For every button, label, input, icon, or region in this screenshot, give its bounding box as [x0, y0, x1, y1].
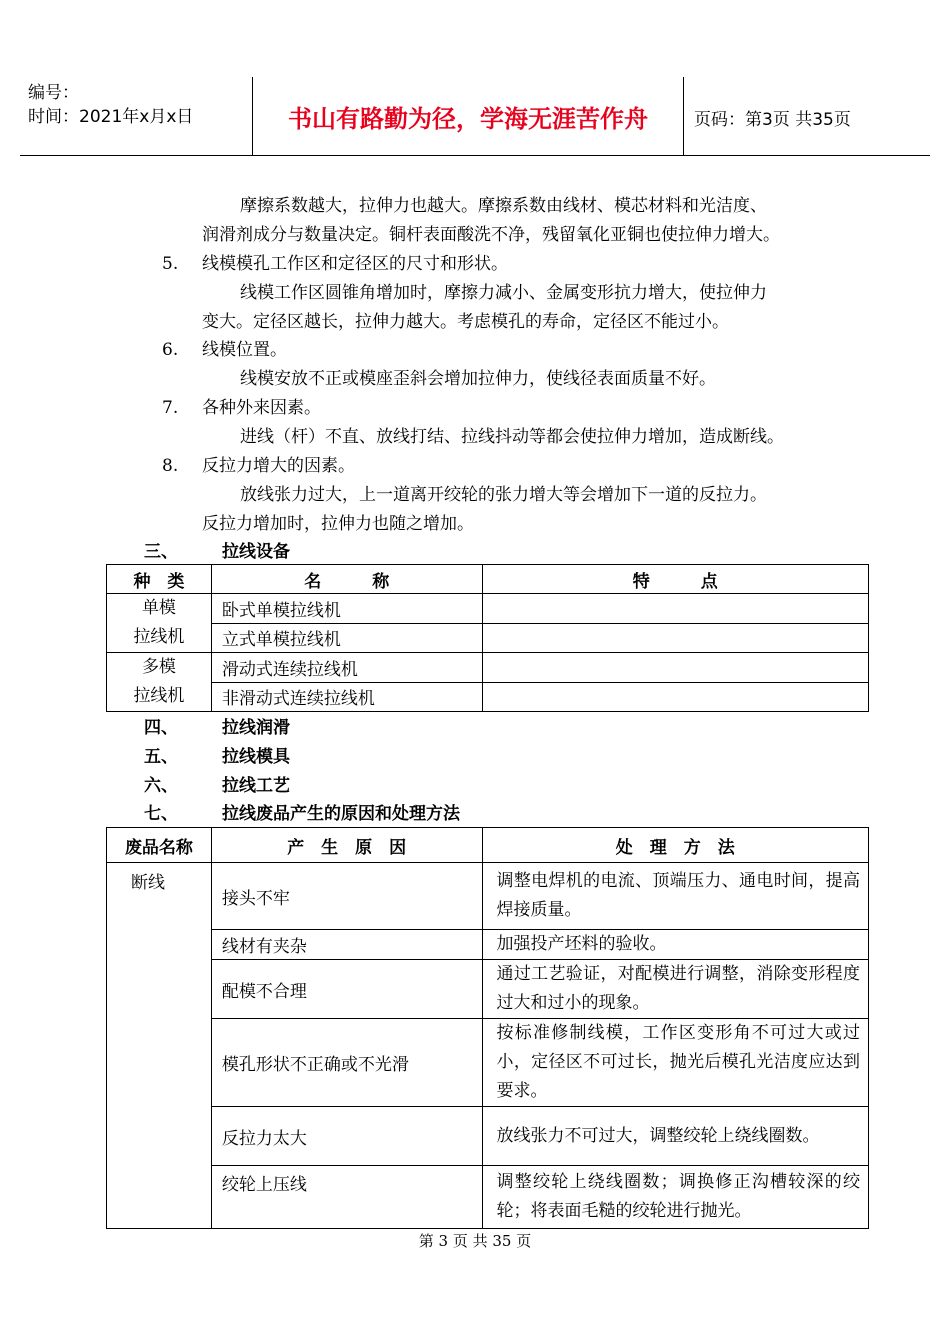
header-motto: 书山有路勤为径，学海无涯苦作舟: [288, 104, 648, 133]
section3-number: 三、: [144, 542, 178, 562]
section5-number: 五、: [144, 747, 178, 767]
defect-cause: 反拉力太大: [211, 1107, 482, 1166]
defect-header-row: [107, 828, 869, 863]
equipment-feature: [482, 594, 868, 624]
equipment-name: 立式单模拉线机: [211, 623, 482, 653]
section3-title: 拉线设备: [222, 542, 290, 562]
section5-title: 拉线模具: [222, 747, 290, 767]
table-row: [107, 930, 869, 960]
item8-line2: 反拉力增加时，拉伸力也随之增加。: [202, 514, 474, 534]
item6-number: 6.: [162, 340, 179, 360]
col-header-name: 名 称: [211, 565, 482, 594]
group-multi-die: [107, 653, 212, 712]
item5-number: 5.: [162, 254, 179, 274]
defect-category: 断线: [107, 863, 212, 1229]
table-row: [107, 623, 869, 653]
col-header-cause: 产 生 原 因: [211, 828, 482, 863]
item7-title: 各种外来因素。: [202, 398, 321, 418]
group-label-line: 拉线机: [133, 627, 185, 647]
section7-title: 拉线废品产生的原因和处理方法: [222, 804, 460, 824]
item7-line1: 进线（杆）不直、放线打结、拉线抖动等都会使拉伸力增加，造成断线。: [240, 427, 784, 447]
table-row: [107, 1166, 869, 1229]
col-header-type: 种 类: [107, 565, 212, 594]
equipment-name: 非滑动式连续拉线机: [211, 682, 482, 712]
item8-line1: 放线张力过大，上一道离开绞轮的张力增大等会增加下一道的反拉力。: [240, 485, 767, 505]
section4-title: 拉线润滑: [222, 718, 290, 738]
item5-line1: 线模工作区圆锥角增加时，摩擦力减小、金属变形抗力增大，使拉伸力: [240, 283, 767, 303]
defect-method: 通过工艺验证，对配模进行调整，消除变形程度过大和过小的现象。: [482, 960, 869, 1019]
defect-method: 调整绞轮上绕线圈数；调换修正沟槽较深的绞轮；将表面毛糙的绞轮进行抛光。: [482, 1166, 869, 1229]
defect-cause: 配模不合理: [211, 960, 482, 1019]
section7-number: 七、: [144, 804, 178, 824]
table-row: [107, 1107, 869, 1166]
equipment-name: 卧式单模拉线机: [211, 594, 482, 624]
doc-time-label: 时间：2021年x月x日: [28, 107, 194, 127]
equipment-header-row: [107, 565, 869, 594]
group-label-line: 单模: [141, 598, 176, 618]
para1-line1: 摩擦系数越大，拉伸力也越大。摩擦系数由线材、模芯材料和光洁度、: [240, 196, 767, 216]
equipment-name: 滑动式连续拉线机: [211, 653, 482, 683]
section6-title: 拉线工艺: [222, 776, 290, 796]
item6-line1: 线模安放不正或模座歪斜会增加拉伸力，使线径表面质量不好。: [240, 369, 716, 389]
defect-cause: 绞轮上压线: [211, 1166, 482, 1229]
equipment-table: [106, 564, 869, 712]
table-row: [107, 1019, 869, 1107]
group-single-die: [107, 594, 212, 653]
para1-line2: 润滑剂成分与数量决定。铜杆表面酸洗不净，残留氧化亚铜也使拉伸力增大。: [202, 225, 780, 245]
section6-number: 六、: [144, 776, 178, 796]
defect-method: 放线张力不可过大，调整绞轮上绕线圈数。: [482, 1107, 869, 1166]
group-label-line: 多模: [141, 657, 176, 677]
equipment-feature: [482, 653, 868, 683]
table-row: [107, 653, 869, 683]
item8-title: 反拉力增大的因素。: [202, 456, 355, 476]
doc-number-label: 编号：: [28, 83, 79, 103]
item6-title: 线模位置。: [202, 340, 287, 360]
equipment-feature: [482, 682, 868, 712]
header-divider: [20, 155, 930, 156]
table-row: [107, 960, 869, 1019]
defect-table: [106, 827, 869, 1229]
item8-number: 8.: [162, 456, 179, 476]
table-row: [107, 863, 869, 930]
col-header-defect: 废品名称: [107, 828, 212, 863]
col-header-method: 处 理 方 法: [482, 828, 869, 863]
item7-number: 7.: [162, 398, 179, 418]
page-header: [20, 77, 930, 157]
col-header-feature: 特 点: [482, 565, 868, 594]
defect-cause: 接头不牢: [211, 863, 482, 930]
section4-number: 四、: [144, 718, 178, 738]
group-label-line: 拉线机: [133, 686, 185, 706]
defect-cause: 线材有夹杂: [211, 930, 482, 960]
header-motto-box: [252, 77, 684, 155]
defect-method: 加强投产坯料的验收。: [482, 930, 869, 960]
defect-cause: 模孔形状不正确或不光滑: [211, 1019, 482, 1107]
item5-title: 线模模孔工作区和定径区的尺寸和形状。: [202, 254, 508, 274]
equipment-feature: [482, 623, 868, 653]
table-row: [107, 594, 869, 624]
header-left: [28, 81, 193, 129]
item5-line2: 变大。定径区越长，拉伸力越大。考虑模孔的寿命，定径区不能过小。: [202, 312, 729, 332]
defect-method: 按标准修制线模，工作区变形角不可过大或过小，定径区不可过长，抛光后模孔光洁度应达到要求。: [482, 1019, 869, 1107]
table-row: [107, 682, 869, 712]
page-footer: 第 3 页 共 35 页: [418, 1232, 532, 1250]
header-page-label: 页码：第3页 共35页: [694, 110, 851, 130]
defect-method: 调整电焊机的电流、顶端压力、通电时间，提高焊接质量。: [482, 863, 869, 930]
